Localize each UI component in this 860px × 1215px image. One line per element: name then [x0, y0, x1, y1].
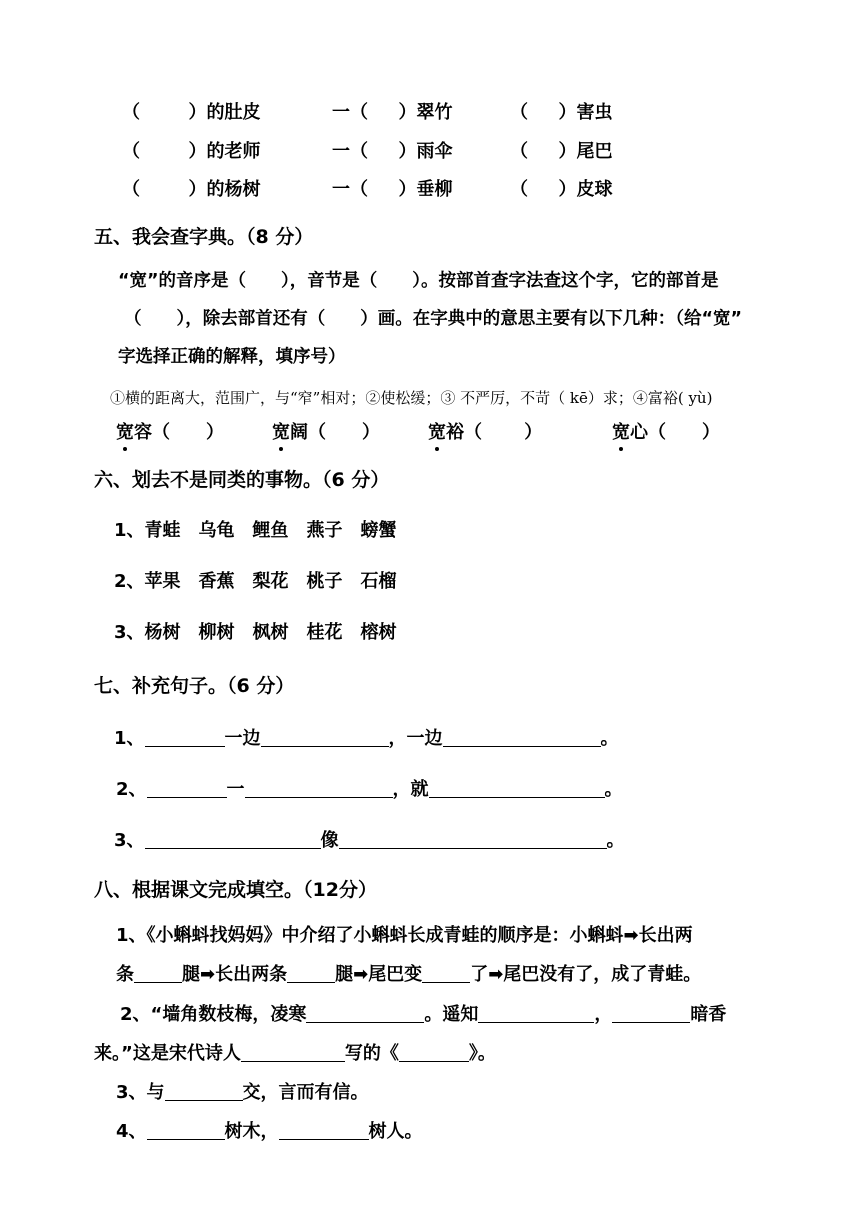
blank[interactable] — [306, 1002, 424, 1023]
s5-word-1 — [116, 421, 224, 445]
s8-line-2-b: 腿 — [182, 964, 200, 985]
s8-line-5-a: 3、与 — [116, 1082, 165, 1103]
s7-row-2-c: 。 — [604, 779, 623, 800]
q4-row-2-a: （ ）的老师 — [122, 141, 261, 162]
s7-row-2 — [116, 777, 623, 802]
q4-row-3-b: 一（ ）垂柳 — [332, 179, 453, 200]
s8-line-4-a: 来。”这是宋代诗人 — [94, 1043, 241, 1064]
s6-row-2: 2、苹果 香蕉 梨花 桃子 石榴 — [114, 571, 397, 592]
blank[interactable] — [147, 777, 227, 798]
s8-line-1-text: 1、《小蝌蚪找妈妈》中介绍了小蝌蚪长成青蛙的顺序是：小蝌蚪 — [116, 925, 624, 946]
s8-line-5 — [116, 1080, 369, 1105]
blank[interactable] — [261, 726, 389, 747]
s8-line-6-b: 树木， — [224, 1121, 279, 1142]
right-arrow-icon: ➡ — [200, 964, 216, 985]
s8-line-4-b: 写的《 — [344, 1043, 399, 1064]
s8-line-2-c: 长出两条 — [215, 964, 288, 985]
s8-line-2-a: 条 — [116, 964, 134, 985]
s8-line-2 — [116, 962, 701, 987]
blank[interactable] — [134, 962, 182, 983]
blank[interactable] — [339, 828, 607, 849]
blank[interactable] — [612, 1002, 690, 1023]
blank[interactable] — [443, 726, 601, 747]
s8-line-2-f: 了 — [470, 964, 489, 985]
blank[interactable] — [145, 726, 225, 747]
s5-word-3-rest: 裕（ ） — [446, 422, 543, 443]
s5-word-4 — [612, 421, 720, 445]
blank[interactable] — [429, 777, 605, 798]
s5-line-3: 字选择正确的解释，填序号） — [118, 347, 346, 367]
s8-line-1 — [116, 924, 693, 948]
s7-row-1-a: 一边 — [224, 728, 261, 749]
s8-line-4 — [94, 1041, 496, 1066]
s5-word-2 — [272, 421, 380, 445]
s5-word-4-rest: 心（ ） — [630, 422, 720, 443]
blank[interactable] — [287, 962, 335, 983]
s6-row-3: 3、杨树 柳树 枫树 桂花 榕树 — [114, 622, 397, 643]
q4-row-2-c: （ ）尾巴 — [510, 141, 613, 162]
s8-line-4-c: 》。 — [468, 1043, 496, 1064]
s8-line-5-b: 交，言而有信。 — [242, 1082, 369, 1103]
s5-line-2: （ ），除去部首还有（ ）画。在字典中的意思主要有以下几种：（给“宽” — [124, 309, 743, 329]
s8-line-3-d: 暗香 — [690, 1004, 727, 1025]
s7-row-2-a: 一 — [226, 779, 245, 800]
blank[interactable] — [399, 1041, 469, 1062]
s8-line-6-a: 4、 — [116, 1121, 147, 1142]
s5-word-4-char: 宽 — [612, 422, 630, 443]
s7-row-1-b: ，一边 — [388, 728, 443, 749]
s8-line-3 — [120, 1002, 726, 1027]
s5-word-2-rest: 阔（ ） — [290, 422, 380, 443]
right-arrow-icon: ➡ — [353, 964, 369, 985]
s8-line-1-tail: 长出两 — [638, 925, 693, 946]
q4-row-1-b: 一（ ）翠竹 — [332, 102, 453, 123]
s7-row-3 — [114, 828, 625, 853]
s8-line-3-c: ， — [594, 1004, 613, 1025]
s7-row-3-c: 。 — [606, 830, 625, 851]
s8-line-6-c: 树人。 — [368, 1121, 423, 1142]
s7-row-1-num: 1、 — [114, 728, 145, 749]
section-6-title: 六、划去不是同类的事物。（6 分） — [94, 469, 390, 491]
s7-row-3-num: 3、 — [114, 830, 145, 851]
s8-line-2-g: 尾巴没有了，成了青蛙。 — [503, 964, 702, 985]
q4-row-3-c: （ ）皮球 — [510, 179, 613, 200]
s7-row-2-num: 2、 — [116, 779, 147, 800]
s5-line-1: “宽”的音序是（ ），音节是（ ）。按部首查字法查这个字，它的部首是 — [118, 271, 719, 291]
s5-word-1-char: 宽 — [116, 422, 134, 443]
blank[interactable] — [245, 777, 393, 798]
s5-word-3-char: 宽 — [428, 422, 446, 443]
blank[interactable] — [165, 1080, 243, 1101]
q4-row-1-a: （ ）的肚皮 — [122, 102, 261, 123]
blank[interactable] — [279, 1119, 369, 1140]
blank[interactable] — [147, 1119, 225, 1140]
s7-row-3-a: 像 — [320, 830, 339, 851]
right-arrow-icon: ➡ — [623, 925, 639, 946]
s8-line-2-e: 尾巴变 — [368, 964, 423, 985]
s7-row-1 — [114, 726, 619, 751]
section-5-title: 五、我会查字典。（8 分） — [94, 226, 314, 248]
q4-row-2-b: 一（ ）雨伞 — [332, 141, 453, 162]
s8-line-2-d: 腿 — [335, 964, 354, 985]
s8-line-6 — [116, 1119, 423, 1144]
s7-row-1-c: 。 — [600, 728, 619, 749]
blank[interactable] — [145, 828, 321, 849]
s8-line-3-a: 2、“墙角数枝梅，凌寒 — [120, 1004, 307, 1025]
s6-row-1: 1、青蛙 乌龟 鲤鱼 燕子 螃蟹 — [114, 520, 397, 541]
q4-row-1-c: （ ）害虫 — [510, 102, 613, 123]
s5-word-2-char: 宽 — [272, 422, 290, 443]
right-arrow-icon: ➡ — [488, 964, 504, 985]
section-7-title: 七、补充句子。（6 分） — [94, 675, 295, 697]
q4-row-3-a: （ ）的杨树 — [122, 179, 261, 200]
blank[interactable] — [241, 1041, 345, 1062]
s7-row-2-b: ，就 — [392, 779, 429, 800]
s8-line-3-b: 。遥知 — [424, 1004, 479, 1025]
s5-word-1-rest: 容（ ） — [134, 422, 224, 443]
s5-word-3 — [428, 421, 542, 445]
blank[interactable] — [422, 962, 470, 983]
blank[interactable] — [478, 1002, 594, 1023]
s5-meanings: ①横的距离大，范围广，与“窄”相对；②使松缓；③ 不严厉，不苛（ kē）求；④富裕( yù) — [110, 389, 713, 407]
section-8-title: 八、根据课文完成填空。（12分） — [94, 879, 377, 901]
